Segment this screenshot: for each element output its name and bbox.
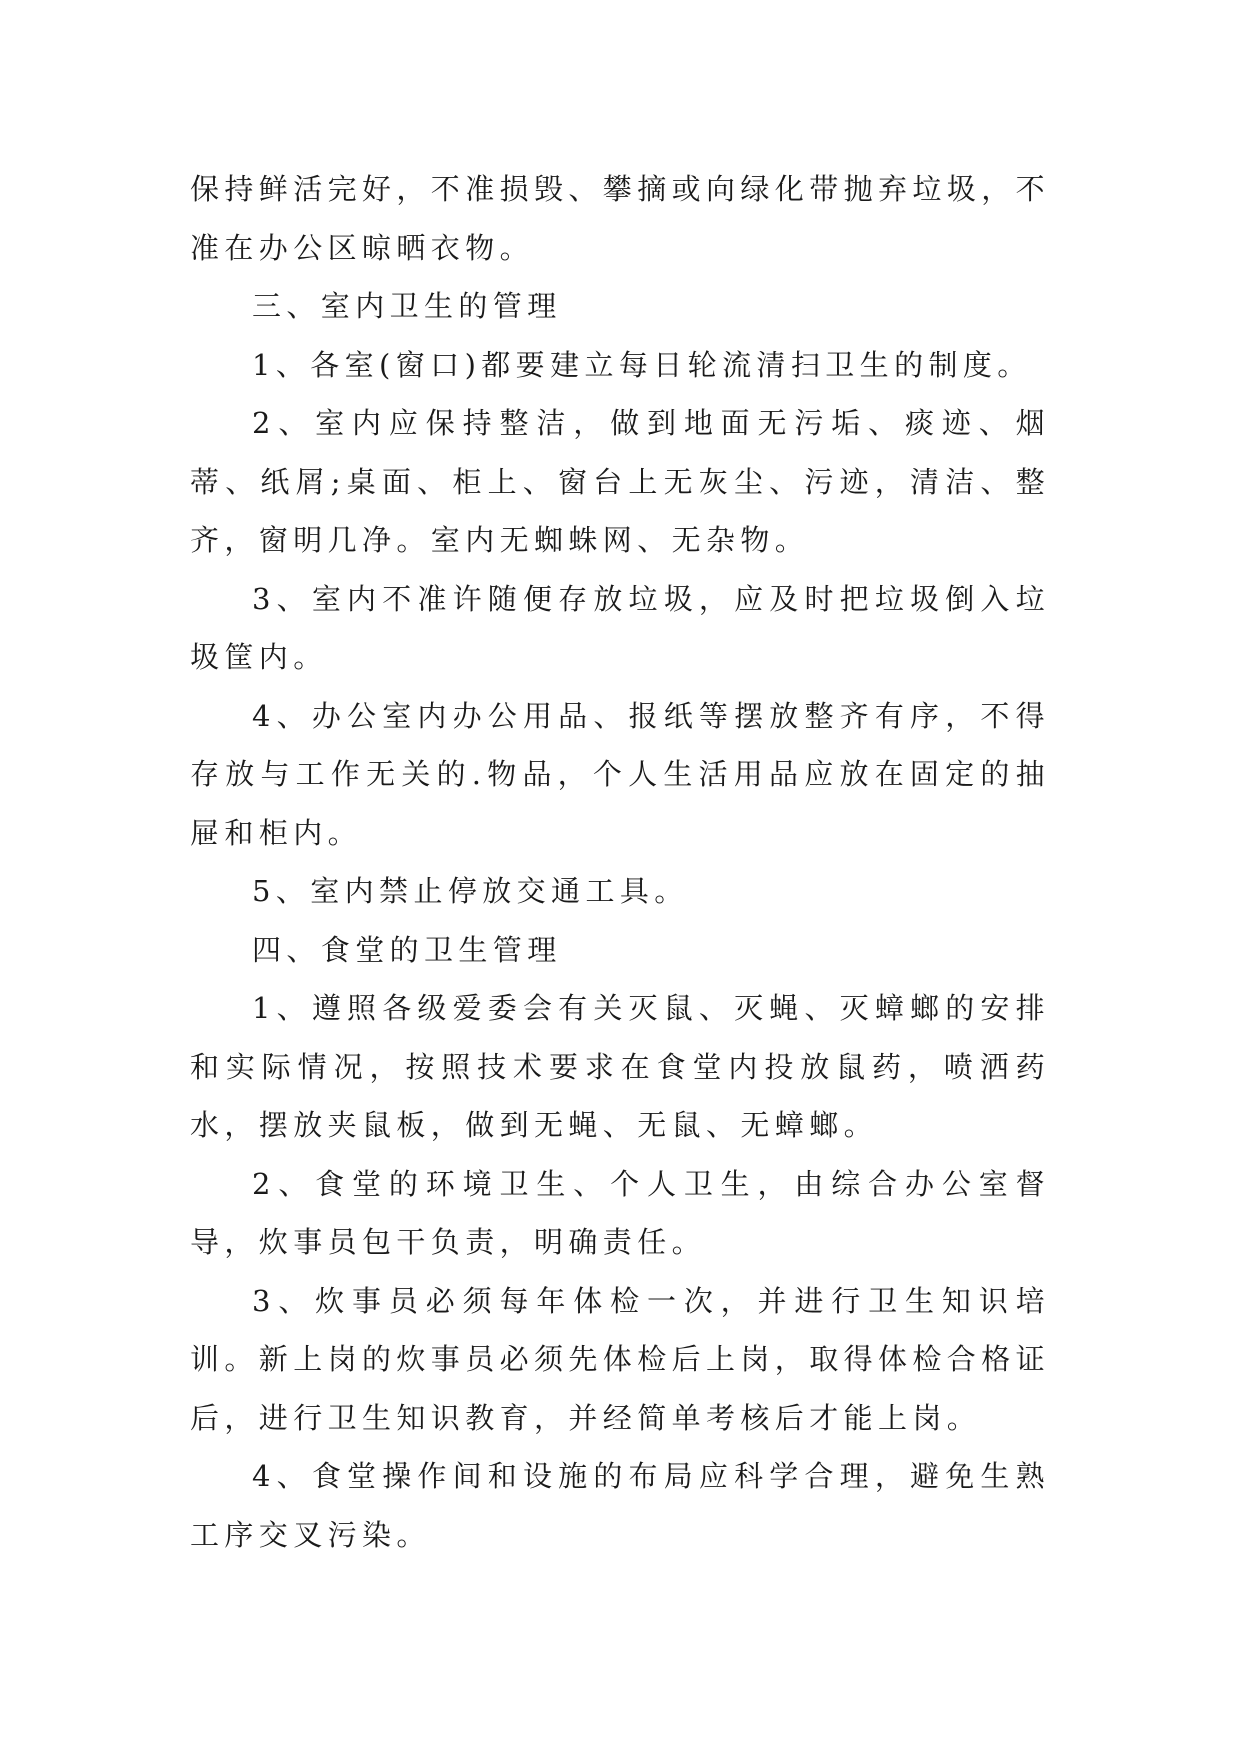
section-heading-indoor-hygiene: 三、室内卫生的管理 [252, 289, 562, 323]
document-body [190, 160, 1050, 1564]
paragraph-canteen-1: 1、遵照各级爱委会有关灭鼠、灭蝇、灭蟑螂的安排和实际情况，按照技术要求在食堂内投放鼠药，喷洒药水，摆放夹鼠板，做到无蝇、无鼠、无蟑螂。 [190, 991, 1050, 1142]
paragraph-continuation: 保持鲜活完好，不准损毁、攀摘或向绿化带抛弃垃圾，不准在办公区晾晒衣物。 [190, 172, 1051, 265]
paragraph-indoor-2: 2、室内应保持整洁，做到地面无污垢、痰迹、烟蒂、纸屑;桌面、柜上、窗台上无灰尘、污迹，清洁、整齐，窗明几净。室内无蜘蛛网、无杂物。 [190, 406, 1050, 557]
paragraph-indoor-1: 1、各室(窗口)都要建立每日轮流清扫卫生的制度。 [252, 347, 1032, 382]
section-heading-canteen-hygiene: 四、食堂的卫生管理 [252, 932, 562, 967]
paragraph-indoor-5: 5、室内禁止停放交通工具。 [252, 874, 689, 908]
paragraph-canteen-4: 4、食堂操作间和设施的布局应科学合理，避免生熟工序交叉污染。 [190, 1459, 1050, 1552]
paragraph-canteen-2: 2、食堂的环境卫生、个人卫生，由综合办公室督导，炊事员包干负责，明确责任。 [190, 1166, 1050, 1259]
paragraph-indoor-3: 3、室内不准许随便存放垃圾，应及时把垃圾倒入垃圾筐内。 [190, 581, 1050, 674]
paragraph-canteen-3: 3、炊事员必须每年体检一次，并进行卫生知识培训。新上岗的炊事员必须先体检后上岗，取得体检合格证后，进行卫生知识教育，并经简单考核后才能上岗。 [190, 1283, 1051, 1435]
paragraph-indoor-4: 4、办公室内办公用品、报纸等摆放整齐有序，不得存放与工作无关的.物品，个人生活用品应放在固定的抽屉和柜内。 [190, 698, 1050, 850]
